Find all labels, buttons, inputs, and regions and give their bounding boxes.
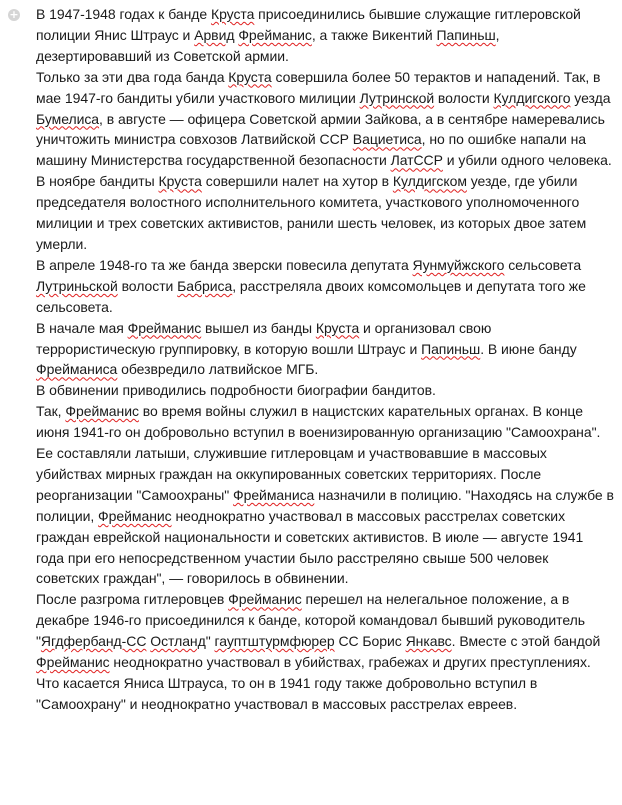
misspelled-word[interactable]: Круста bbox=[158, 173, 202, 190]
text-run: обезвредило латвийское МГБ. bbox=[117, 361, 319, 378]
text-run: неоднократно участвовал в массовых расстрелах советских граждан еврейской национальности и советских активистов. В июле — августе 1941 года при его непосредственном участии было расстреляно свыше 500 человек советских граждан", — говорилось в обвинении. bbox=[36, 507, 584, 587]
misspelled-word[interactable]: Остланд bbox=[150, 633, 206, 650]
text-run: В начале мая bbox=[36, 319, 128, 336]
text-run: Только за эти два года банда bbox=[36, 68, 229, 85]
misspelled-word[interactable]: Кулдигском bbox=[392, 173, 467, 190]
text-run: присоединились бывшие служащие гитлеровской полиции Янис Штраус и bbox=[36, 6, 581, 43]
misspelled-word[interactable]: Фрейманиса bbox=[232, 486, 315, 503]
text-run: " bbox=[205, 633, 215, 650]
paragraph bbox=[36, 401, 614, 589]
misspelled-word[interactable]: Янкавс bbox=[405, 633, 452, 650]
text-run: волости bbox=[117, 277, 178, 294]
text-run: Так, bbox=[36, 403, 66, 420]
text-run: , в августе — офицера Советской армии Зайкова, а в сентябре намеревались уничтожить министра совхозов Латвийской ССР bbox=[36, 110, 605, 148]
text-run: и убили одного человека. bbox=[442, 152, 612, 169]
text-run: , расстреляла двоих комсомольцев и депутата того же сельсовета. bbox=[36, 277, 586, 315]
text-run: В ноябре бандиты bbox=[36, 173, 159, 190]
text-run: , дезертировавший из Советской армии. bbox=[36, 26, 500, 64]
paragraph bbox=[36, 318, 614, 381]
text-run: Что касается Яниса Штрауса, то он в 1941 году также добровольно вступил в "Самоохрану" и неоднократно участвовал в массовых расстрелах евреев. bbox=[36, 675, 538, 712]
text-run: неоднократно участвовал в убийствах, грабежах и других преступлениях. bbox=[109, 654, 591, 671]
misspelled-word[interactable]: Вациетиса bbox=[352, 131, 422, 148]
text-run: В апреле 1948-го та же банда зверски повесила депутата bbox=[36, 256, 413, 273]
misspelled-word[interactable]: Круста bbox=[315, 319, 360, 336]
text-run: . В июне банду bbox=[480, 340, 577, 357]
paragraph bbox=[36, 171, 614, 255]
misspelled-word[interactable]: Бумелиса bbox=[36, 110, 100, 127]
paragraph bbox=[36, 380, 614, 401]
misspelled-word[interactable]: Арвид bbox=[194, 26, 235, 43]
text-run: уезде, где убили председателя волостного исполнительного комитета, участкового уполномоченного милиции и трех советских активистов, ранили шесть человек, из которых двое затем умерли. bbox=[36, 173, 587, 252]
misspelled-word[interactable]: гауптштурмфюрер bbox=[214, 633, 335, 650]
text-run: , а также Викентий bbox=[311, 26, 437, 43]
misspelled-word[interactable]: ЛатССР bbox=[390, 152, 443, 169]
misspelled-word[interactable]: Бабриса bbox=[177, 277, 233, 294]
text-run: , но по ошибке напали на машину Министерства государственной безопасности bbox=[36, 131, 586, 169]
plus-circle-icon[interactable]: + bbox=[9, 8, 19, 21]
text-run: и организовал свою террористическую группировку, в которую вошли Штраус и bbox=[36, 319, 492, 357]
misspelled-word[interactable]: Фрейманис bbox=[228, 591, 302, 608]
text-run: перешел на нелегальное положение, а в декабре 1946-го присоединился к банде, которой командовал бывший руководитель " bbox=[36, 591, 585, 650]
misspelled-word[interactable]: Лутриньской bbox=[36, 277, 118, 294]
text-run: совершила более 50 терактов и нападений. Так, в мае 1947-го бандиты убили участкового милиции bbox=[36, 68, 601, 106]
misspelled-word[interactable]: Фрейманис bbox=[98, 507, 172, 524]
text-run: во время войны служил в нацистских карательных органах. В конце июня 1941-го он добровольно вступил в военизированную организацию "Самоохрана". Ее составляли латыши, служившие гитлеровцам и участвовавшие в массовых убийствах мирных граждан на оккупированных советских территориях. После реорганизации "Самоохраны" bbox=[36, 403, 601, 503]
misspelled-word[interactable]: Кулдигского bbox=[493, 89, 571, 106]
text-run: . Вместе с этой бандой bbox=[451, 633, 601, 650]
paragraph bbox=[36, 589, 614, 673]
misspelled-word[interactable]: Круста bbox=[210, 6, 255, 22]
misspelled-word[interactable]: Папиньш bbox=[421, 340, 481, 357]
text-run: назначили в полицию. "Находясь на службе в полиции, bbox=[36, 486, 614, 524]
text-run: После разгрома гитлеровцев bbox=[36, 591, 229, 608]
document-body bbox=[36, 4, 614, 715]
misspelled-word[interactable]: Ягдфербанд-СС bbox=[40, 633, 147, 650]
misspelled-word[interactable]: Фрейманиса bbox=[36, 361, 118, 378]
text-run: В 1947-1948 годах к банде bbox=[36, 6, 211, 22]
text-run: В обвинении приводились подробности биографии бандитов. bbox=[36, 382, 436, 399]
misspelled-word[interactable]: Фрейманис bbox=[238, 26, 312, 43]
misspelled-word[interactable]: Фрейманис bbox=[65, 403, 139, 420]
misspelled-word[interactable]: Папиньш bbox=[436, 26, 496, 43]
misspelled-word[interactable]: Круста bbox=[228, 68, 272, 85]
misspelled-word[interactable]: Фрейманис bbox=[127, 319, 202, 336]
text-run: СС Борис bbox=[334, 633, 406, 650]
paragraph bbox=[36, 673, 614, 715]
misspelled-word[interactable]: Лутринской bbox=[359, 89, 435, 106]
text-run: вышел из банды bbox=[201, 319, 316, 336]
text-run: сельсовета bbox=[504, 256, 582, 273]
text-run: волости bbox=[434, 89, 494, 106]
misspelled-word[interactable]: Яунмуйжского bbox=[412, 256, 505, 273]
paragraph bbox=[36, 4, 614, 67]
paragraph bbox=[36, 67, 614, 172]
misspelled-word[interactable]: Фрейманис bbox=[36, 654, 110, 671]
paragraph bbox=[36, 255, 614, 318]
text-run: уезда bbox=[570, 89, 611, 106]
text-run: совершили налет на хутор в bbox=[201, 173, 393, 190]
